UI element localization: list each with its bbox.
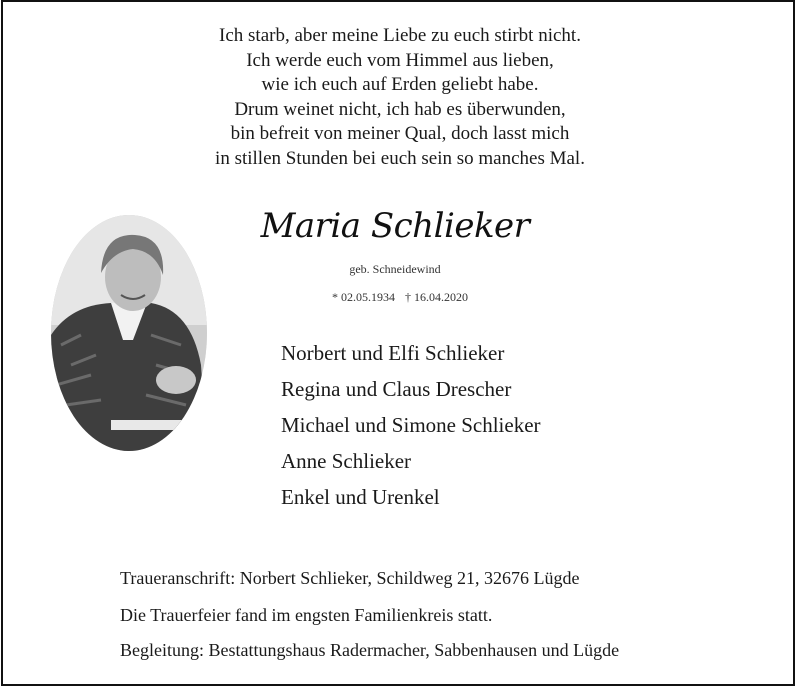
poem-line: Ich starb, aber meine Liebe zu euch stirbt nicht.	[219, 25, 581, 46]
memorial-poem	[100, 24, 700, 171]
poem-line: wie ich euch auf Erden geliebt habe.	[261, 74, 539, 95]
poem-line: Ich werde euch vom Himmel aus lieben,	[246, 49, 554, 71]
mourners-list	[281, 335, 541, 515]
mourner-entry: Enkel und Urenkel	[281, 485, 440, 509]
mourner-entry: Regina und Claus Drescher	[281, 377, 512, 401]
mourner-entry: Michael und Simone Schlieker	[281, 413, 541, 437]
ceremony-note: Die Trauerfeier fand im engsten Familienkreis statt.	[120, 605, 493, 625]
funeral-home: Begleitung: Bestattungshaus Radermacher, Sabbenhausen und Lügde	[120, 640, 620, 660]
poem-line: Drum weinet nicht, ich hab es überwunden,	[234, 98, 566, 120]
birth-date: * 02.05.1934	[332, 290, 395, 304]
mourner-entry: Anne Schlieker	[281, 449, 412, 473]
poem-line: bin befreit von meiner Qual, doch lasst mich	[230, 123, 570, 144]
mourner-entry: Norbert und Elfi Schlieker	[281, 341, 505, 365]
deceased-name: Maria Schlieker	[260, 206, 530, 246]
birth-name: geb. Schneidewind	[349, 262, 441, 276]
portrait-illustration	[51, 215, 207, 451]
life-dates	[300, 290, 500, 305]
poem-line: in stillen Stunden bei euch sein so manches Mal.	[215, 147, 585, 169]
mourning-address: Traueranschrift: Norbert Schlieker, Schildweg 21, 32676 Lügde	[120, 568, 580, 588]
death-date: † 16.04.2020	[405, 290, 468, 304]
portrait-photo	[51, 215, 207, 451]
